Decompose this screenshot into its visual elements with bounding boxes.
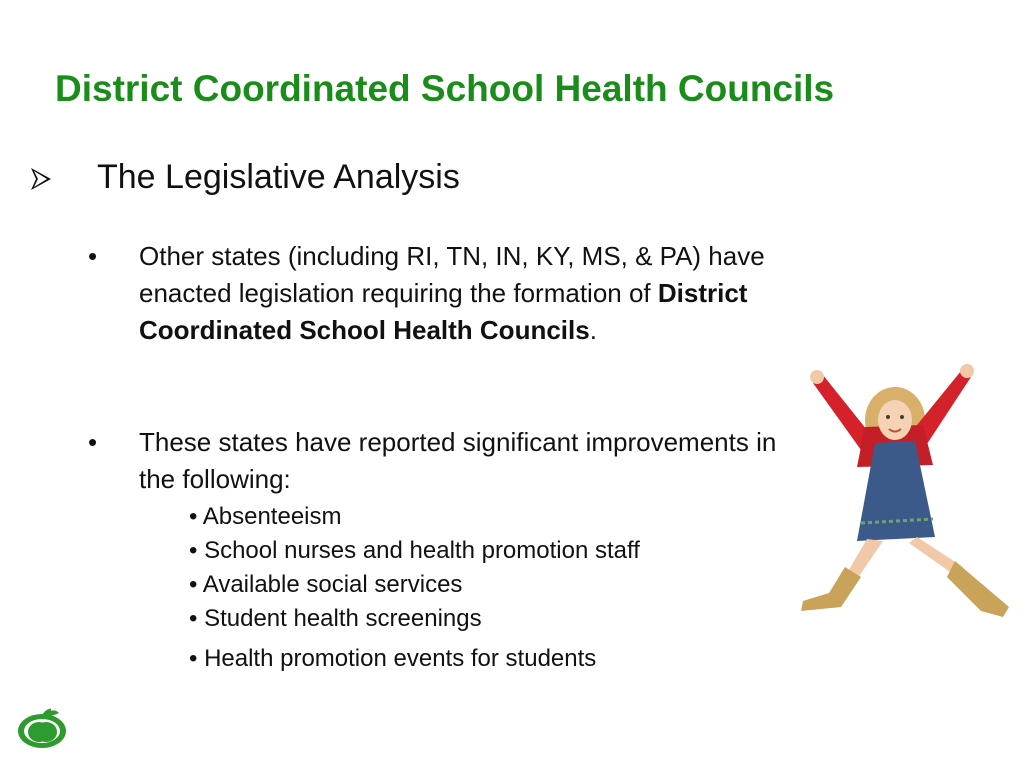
improvement-item: • Available social services bbox=[189, 571, 463, 598]
bullet-marker: • bbox=[88, 427, 98, 457]
bullet-text-improvements: These states have reported significant improvements in the following: bbox=[139, 427, 777, 494]
bullet-text-end: . bbox=[589, 315, 597, 345]
apple-logo-icon bbox=[15, 705, 70, 750]
improvement-item: • Student health screenings bbox=[189, 605, 482, 632]
improvement-item: • Health promotion events for students bbox=[189, 645, 597, 672]
bullet-text-legislation bbox=[139, 238, 779, 349]
bullet-text-bold: District Coordinated School Health Councils bbox=[139, 278, 748, 345]
jumping-child-figure bbox=[795, 355, 1020, 630]
bullet-marker: • bbox=[88, 241, 98, 271]
improvement-item: • Absenteeism bbox=[189, 503, 342, 530]
slide-title: District Coordinated School Health Councils bbox=[55, 68, 835, 109]
section-heading: The Legislative Analysis bbox=[97, 158, 460, 196]
improvement-item: • School nurses and health promotion staff bbox=[189, 537, 640, 564]
arrow-right-icon bbox=[30, 167, 52, 191]
bullet-text-start: Other states (including RI, TN, IN, KY, MS, & PA) have enacted legislation requiring the formation of bbox=[139, 241, 765, 308]
